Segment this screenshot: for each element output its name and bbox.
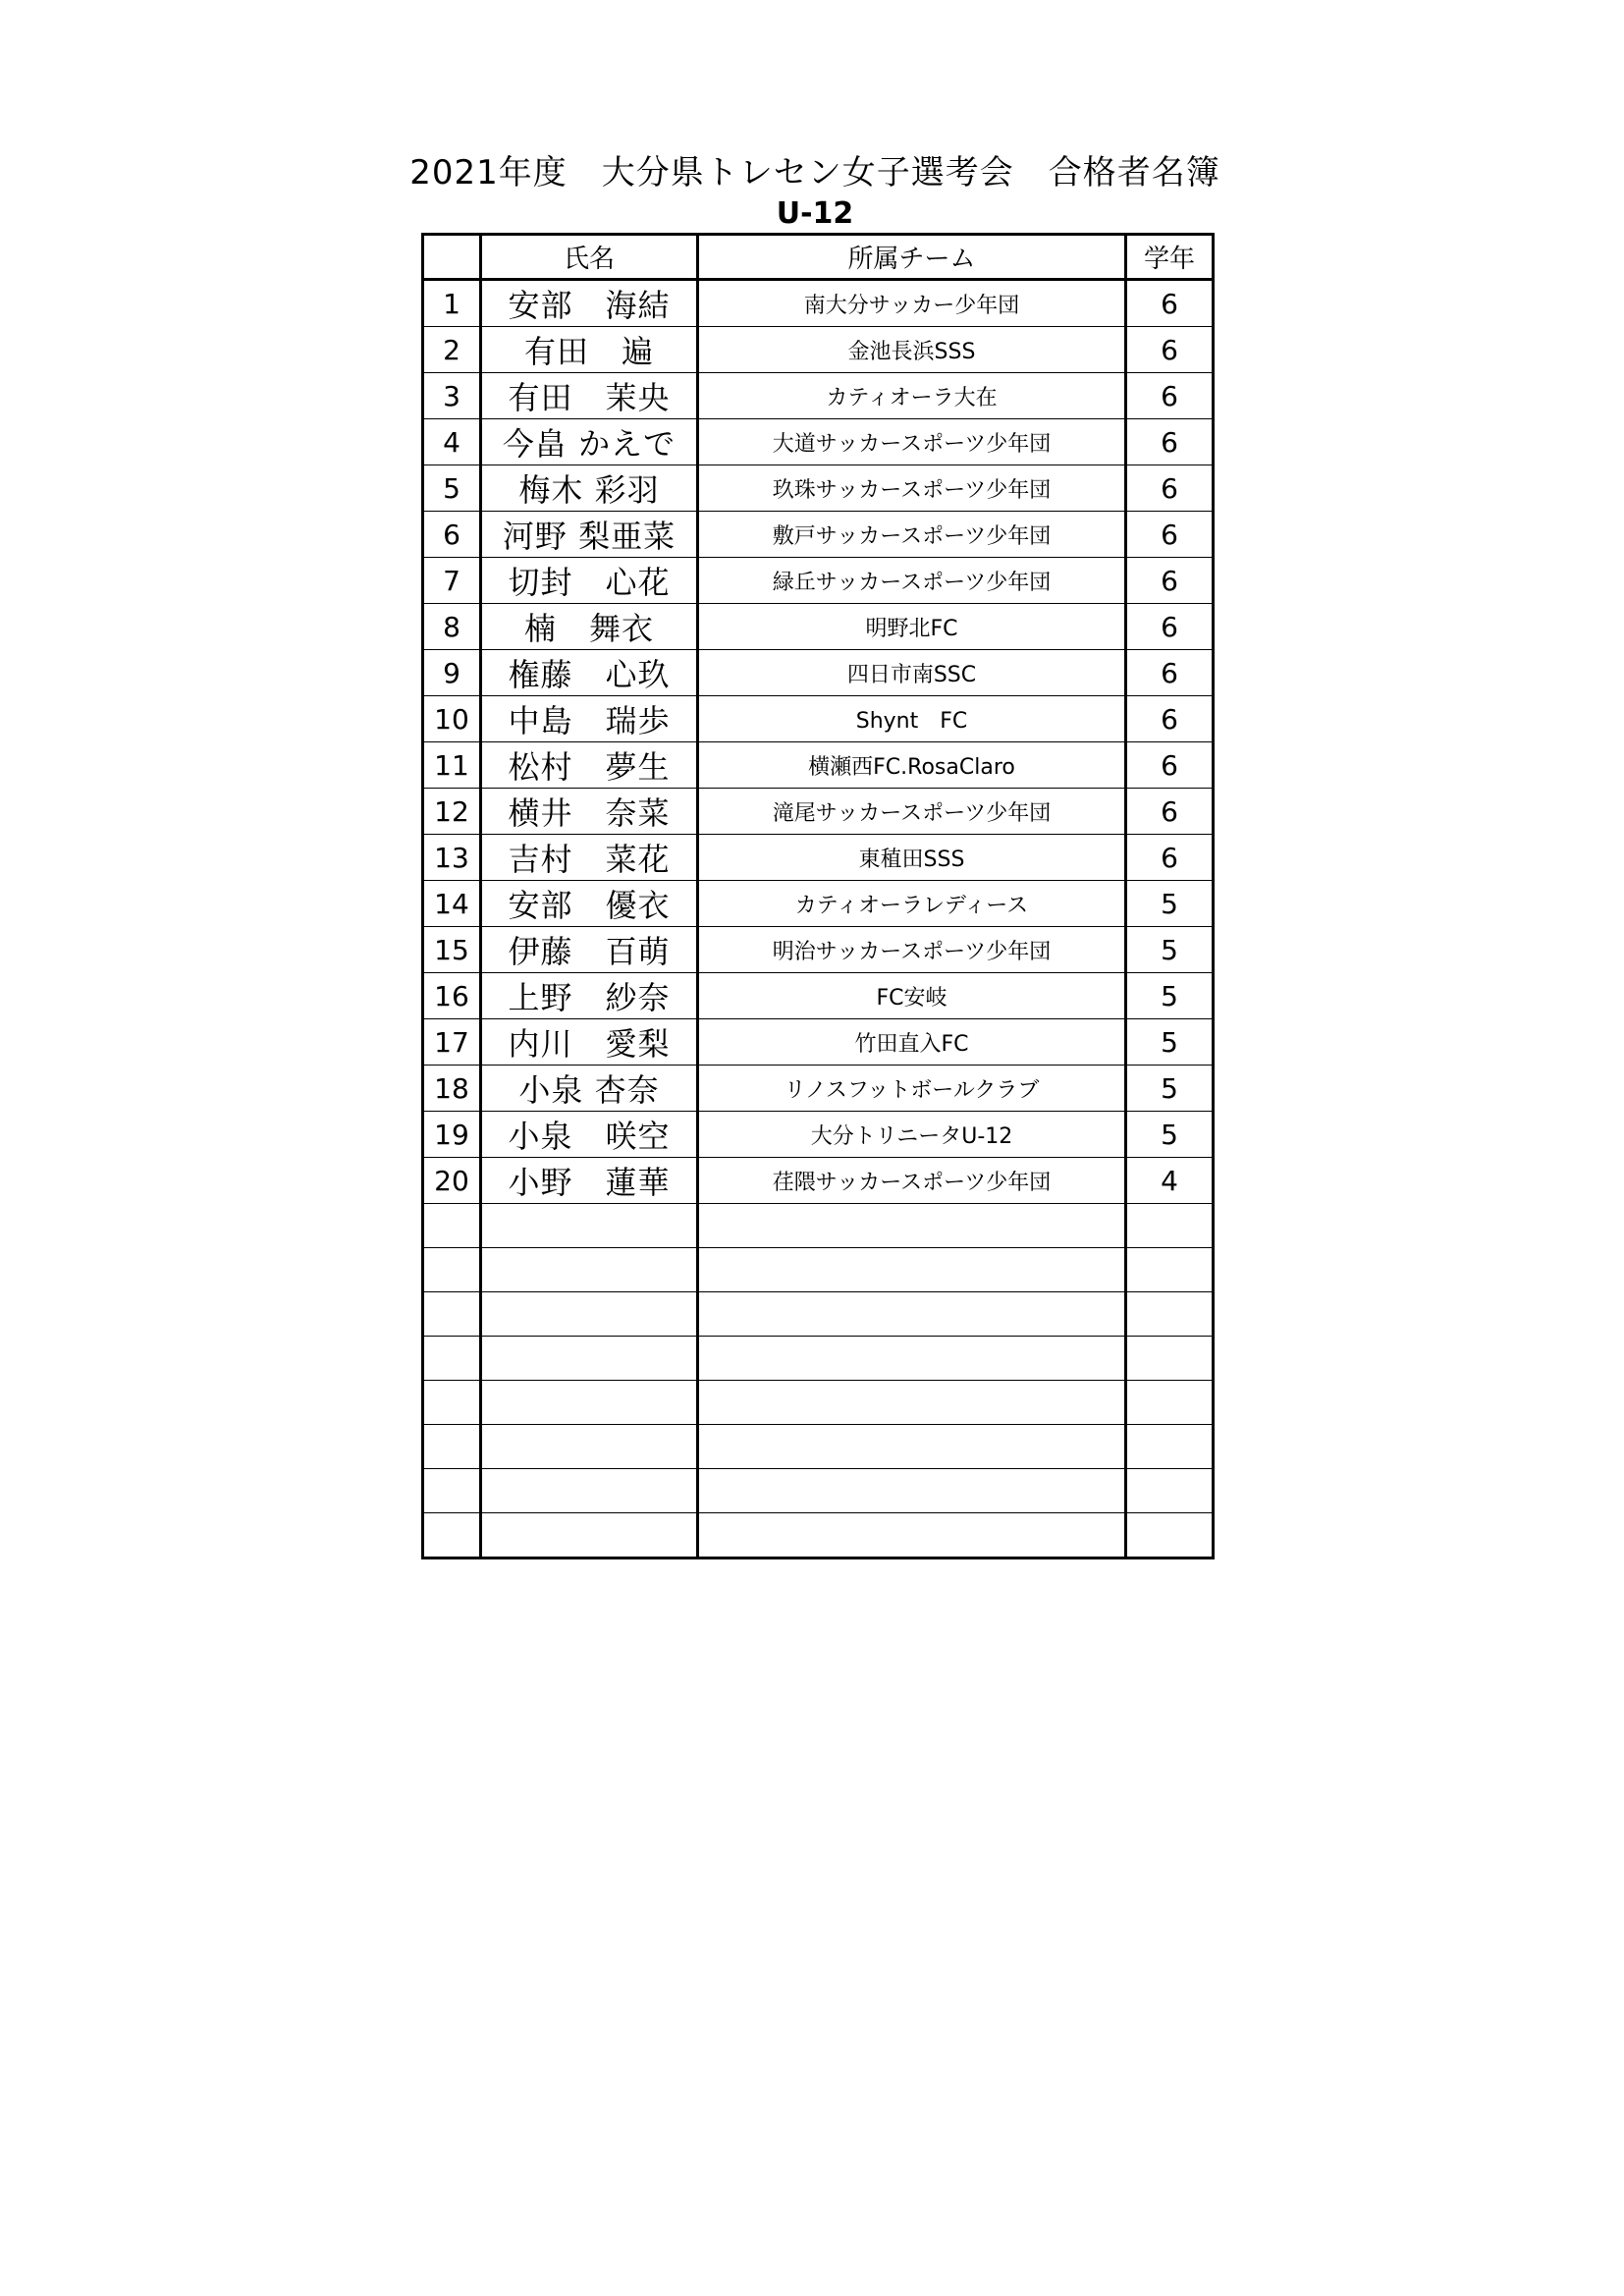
cell-number	[423, 1204, 481, 1248]
table-row	[423, 650, 1214, 696]
cell-grade: 5	[1126, 1019, 1214, 1066]
cell-team: カティオーラ大在	[698, 373, 1126, 419]
table-row	[423, 1425, 1214, 1469]
table-row	[423, 1381, 1214, 1425]
cell-team	[698, 1381, 1126, 1425]
cell-grade: 5	[1126, 927, 1214, 973]
cell-number: 1	[423, 280, 481, 327]
cell-grade: 5	[1126, 973, 1214, 1019]
cell-name	[481, 1425, 698, 1469]
table-row	[423, 373, 1214, 419]
table-row	[423, 1158, 1214, 1204]
cell-grade: 6	[1126, 512, 1214, 558]
cell-number	[423, 1381, 481, 1425]
cell-name: 小野 蓮華	[481, 1158, 698, 1204]
cell-number: 17	[423, 1019, 481, 1066]
cell-team: 玖珠サッカースポーツ少年団	[698, 465, 1126, 512]
cell-name: 有田 遍	[481, 327, 698, 373]
cell-grade: 6	[1126, 280, 1214, 327]
cell-team: 明野北FC	[698, 604, 1126, 650]
cell-name: 松村 夢生	[481, 742, 698, 789]
cell-team: カティオーラレディース	[698, 881, 1126, 927]
cell-grade	[1126, 1204, 1214, 1248]
cell-name: 上野 紗奈	[481, 973, 698, 1019]
cell-team: 敷戸サッカースポーツ少年団	[698, 512, 1126, 558]
header-row	[423, 235, 1214, 280]
table-row	[423, 1513, 1214, 1558]
cell-number: 18	[423, 1066, 481, 1112]
cell-grade	[1126, 1469, 1214, 1513]
cell-team: 大分トリニータU-12	[698, 1112, 1126, 1158]
roster-header	[423, 235, 1214, 280]
table-row	[423, 604, 1214, 650]
cell-number: 19	[423, 1112, 481, 1158]
cell-number: 7	[423, 558, 481, 604]
cell-team	[698, 1337, 1126, 1381]
table-row	[423, 742, 1214, 789]
cell-grade: 6	[1126, 650, 1214, 696]
header-grade: 学年	[1126, 235, 1214, 280]
header-name: 氏名	[481, 235, 698, 280]
cell-number	[423, 1292, 481, 1337]
table-row	[423, 1204, 1214, 1248]
cell-team	[698, 1204, 1126, 1248]
cell-number: 11	[423, 742, 481, 789]
cell-number: 6	[423, 512, 481, 558]
cell-grade: 6	[1126, 558, 1214, 604]
cell-grade	[1126, 1513, 1214, 1558]
table-row	[423, 512, 1214, 558]
cell-grade: 6	[1126, 419, 1214, 465]
cell-team: Shynt FC	[698, 696, 1126, 742]
table-row	[423, 1469, 1214, 1513]
cell-team	[698, 1469, 1126, 1513]
cell-team: 横瀬西FC.RosaClaro	[698, 742, 1126, 789]
cell-number: 4	[423, 419, 481, 465]
cell-name: 吉村 菜花	[481, 835, 698, 881]
cell-name: 河野 梨亜菜	[481, 512, 698, 558]
roster-table	[421, 233, 1215, 1559]
cell-name: 今畠 かえで	[481, 419, 698, 465]
cell-number	[423, 1248, 481, 1292]
header-number	[423, 235, 481, 280]
cell-name: 梅木 彩羽	[481, 465, 698, 512]
table-row	[423, 1112, 1214, 1158]
cell-name: 小泉 杏奈	[481, 1066, 698, 1112]
cell-name	[481, 1204, 698, 1248]
cell-number: 20	[423, 1158, 481, 1204]
table-row	[423, 1337, 1214, 1381]
cell-number: 10	[423, 696, 481, 742]
cell-grade: 6	[1126, 465, 1214, 512]
table-row	[423, 465, 1214, 512]
cell-number: 12	[423, 789, 481, 835]
cell-team: 南大分サッカー少年団	[698, 280, 1126, 327]
table-row	[423, 1019, 1214, 1066]
cell-team: 四日市南SSC	[698, 650, 1126, 696]
table-row	[423, 835, 1214, 881]
cell-number: 14	[423, 881, 481, 927]
cell-name: 楠 舞衣	[481, 604, 698, 650]
cell-team: 竹田直入FC	[698, 1019, 1126, 1066]
cell-number: 13	[423, 835, 481, 881]
cell-grade	[1126, 1425, 1214, 1469]
header-team: 所属チーム	[698, 235, 1126, 280]
document-subtitle: U-12	[776, 196, 854, 231]
cell-name	[481, 1337, 698, 1381]
table-row	[423, 1248, 1214, 1292]
table-row	[423, 927, 1214, 973]
table-row	[423, 881, 1214, 927]
cell-name: 内川 愛梨	[481, 1019, 698, 1066]
cell-name: 権藤 心玖	[481, 650, 698, 696]
cell-grade: 6	[1126, 373, 1214, 419]
cell-name	[481, 1248, 698, 1292]
cell-number	[423, 1469, 481, 1513]
cell-grade: 5	[1126, 1112, 1214, 1158]
cell-grade	[1126, 1248, 1214, 1292]
cell-number	[423, 1425, 481, 1469]
cell-team	[698, 1292, 1126, 1337]
cell-number: 3	[423, 373, 481, 419]
cell-team: 荏隈サッカースポーツ少年団	[698, 1158, 1126, 1204]
table-row	[423, 280, 1214, 327]
cell-grade	[1126, 1292, 1214, 1337]
cell-grade: 6	[1126, 835, 1214, 881]
cell-team: 緑丘サッカースポーツ少年団	[698, 558, 1126, 604]
cell-team: 明治サッカースポーツ少年団	[698, 927, 1126, 973]
table-row	[423, 789, 1214, 835]
cell-name: 小泉 咲空	[481, 1112, 698, 1158]
cell-team: 金池長浜SSS	[698, 327, 1126, 373]
cell-grade: 6	[1126, 789, 1214, 835]
cell-name: 中島 瑞歩	[481, 696, 698, 742]
table-row	[423, 973, 1214, 1019]
cell-grade	[1126, 1337, 1214, 1381]
table-row	[423, 1292, 1214, 1337]
cell-name	[481, 1469, 698, 1513]
table-row	[423, 327, 1214, 373]
cell-number: 5	[423, 465, 481, 512]
table-row	[423, 558, 1214, 604]
cell-name: 切封 心花	[481, 558, 698, 604]
cell-grade: 6	[1126, 327, 1214, 373]
cell-team: FC安岐	[698, 973, 1126, 1019]
table-row	[423, 419, 1214, 465]
cell-name: 安部 優衣	[481, 881, 698, 927]
cell-grade	[1126, 1381, 1214, 1425]
cell-number	[423, 1337, 481, 1381]
cell-team: 大道サッカースポーツ少年団	[698, 419, 1126, 465]
cell-grade: 6	[1126, 604, 1214, 650]
cell-name	[481, 1292, 698, 1337]
cell-team	[698, 1513, 1126, 1558]
cell-number: 15	[423, 927, 481, 973]
cell-team	[698, 1248, 1126, 1292]
cell-name: 横井 奈菜	[481, 789, 698, 835]
cell-grade: 5	[1126, 1066, 1214, 1112]
cell-team: 東稙田SSS	[698, 835, 1126, 881]
cell-team	[698, 1425, 1126, 1469]
cell-number: 2	[423, 327, 481, 373]
cell-name	[481, 1381, 698, 1425]
cell-number	[423, 1513, 481, 1558]
cell-team: リノスフットボールクラブ	[698, 1066, 1126, 1112]
cell-grade: 5	[1126, 881, 1214, 927]
cell-number: 16	[423, 973, 481, 1019]
cell-name: 伊藤 百萌	[481, 927, 698, 973]
cell-name	[481, 1513, 698, 1558]
cell-name: 有田 茉央	[481, 373, 698, 419]
table-row	[423, 1066, 1214, 1112]
cell-number: 8	[423, 604, 481, 650]
cell-number: 9	[423, 650, 481, 696]
document-title: 2021年度 大分県トレセン女子選考会 合格者名簿	[409, 153, 1220, 192]
roster-body	[423, 280, 1214, 1558]
cell-grade: 6	[1126, 742, 1214, 789]
cell-team: 滝尾サッカースポーツ少年団	[698, 789, 1126, 835]
cell-name: 安部 海結	[481, 280, 698, 327]
table-row	[423, 696, 1214, 742]
cell-grade: 6	[1126, 696, 1214, 742]
cell-grade: 4	[1126, 1158, 1214, 1204]
